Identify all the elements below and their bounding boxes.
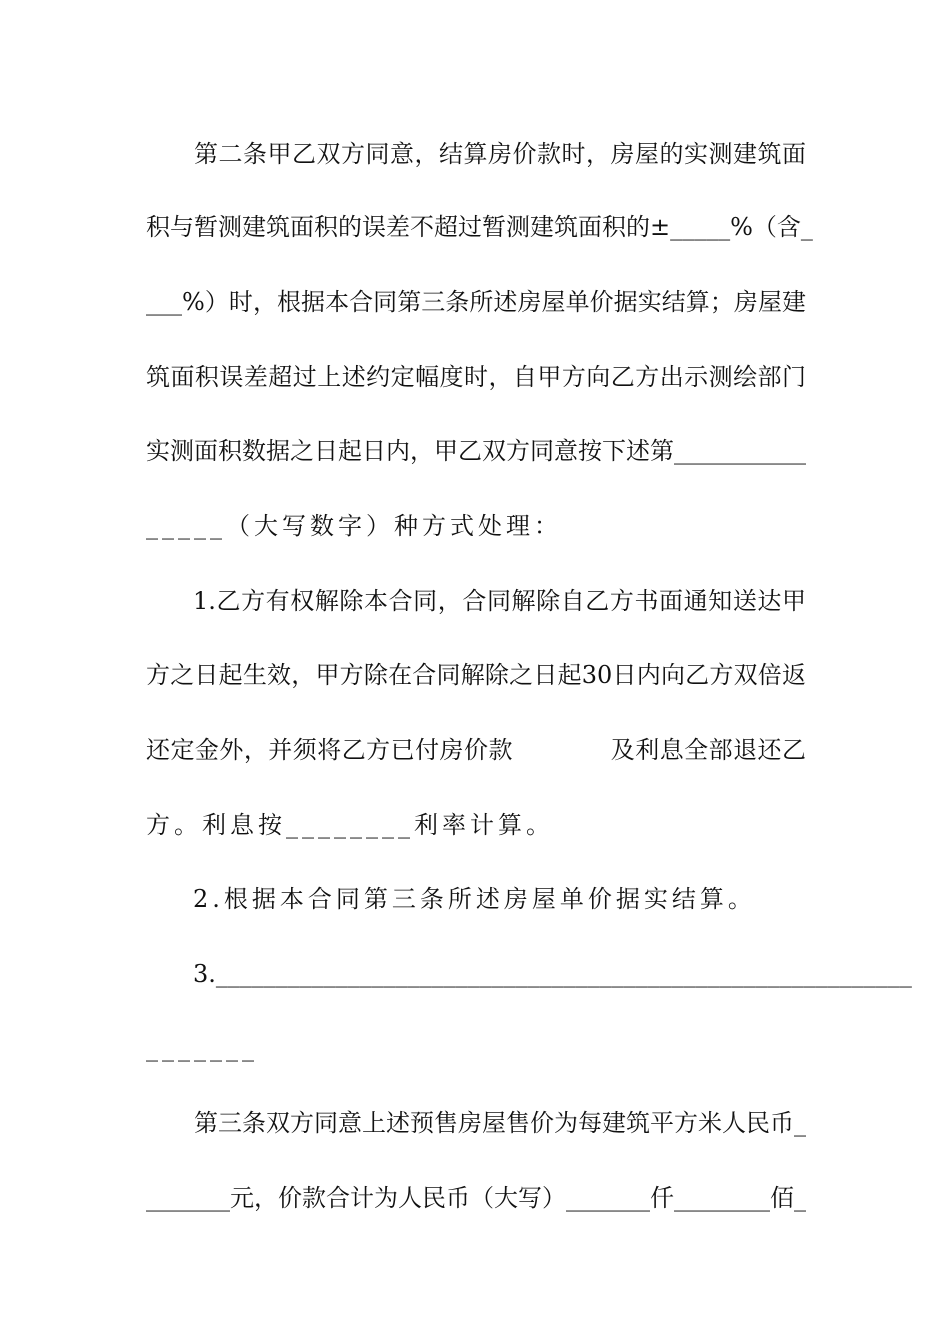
paragraph-line: 方。利息按________利率计算。 bbox=[146, 811, 554, 839]
paragraph-line: 筑面积误差超过上述约定幅度时，自甲方向乙方出示测绘部门 bbox=[146, 363, 806, 391]
paragraph-line: _______ bbox=[146, 1034, 258, 1062]
paragraph-line: 第三条双方同意上述预售房屋售价为每建筑平方米人民币_ bbox=[194, 1109, 806, 1137]
paragraph-line: 方之日起生效，甲方除在合同解除之日起30日内向乙方双倍返 bbox=[146, 661, 806, 689]
paragraph-line: _____（大写数字）种方式处理： bbox=[146, 512, 562, 540]
paragraph-line: ___%）时，根据本合同第三条所述房屋单价据实结算；房屋建 bbox=[146, 288, 806, 316]
list-item-line: 2.根据本合同第三条所述房屋单价据实结算。 bbox=[193, 885, 756, 913]
list-item-line: 3.__________________________________________________________ bbox=[193, 960, 912, 988]
paragraph-line: 实测面积数据之日起日内，甲乙双方同意按下述第___________ bbox=[146, 437, 806, 465]
list-item-line: 1.乙方有权解除本合同，合同解除自乙方书面通知送达甲 bbox=[193, 587, 806, 615]
paragraph-line: 还定金外，并须将乙方已付房价款 及利息全部退还乙 bbox=[146, 736, 806, 764]
paragraph-line: 第二条甲乙双方同意，结算房价款时，房屋的实测建筑面 bbox=[194, 140, 806, 168]
paragraph-line: 积与暂测建筑面积的误差不超过暂测建筑面积的±_____%（含_ bbox=[146, 213, 813, 241]
paragraph-line: _______元，价款合计为人民币（大写）_______仟________佰_ bbox=[146, 1184, 806, 1212]
